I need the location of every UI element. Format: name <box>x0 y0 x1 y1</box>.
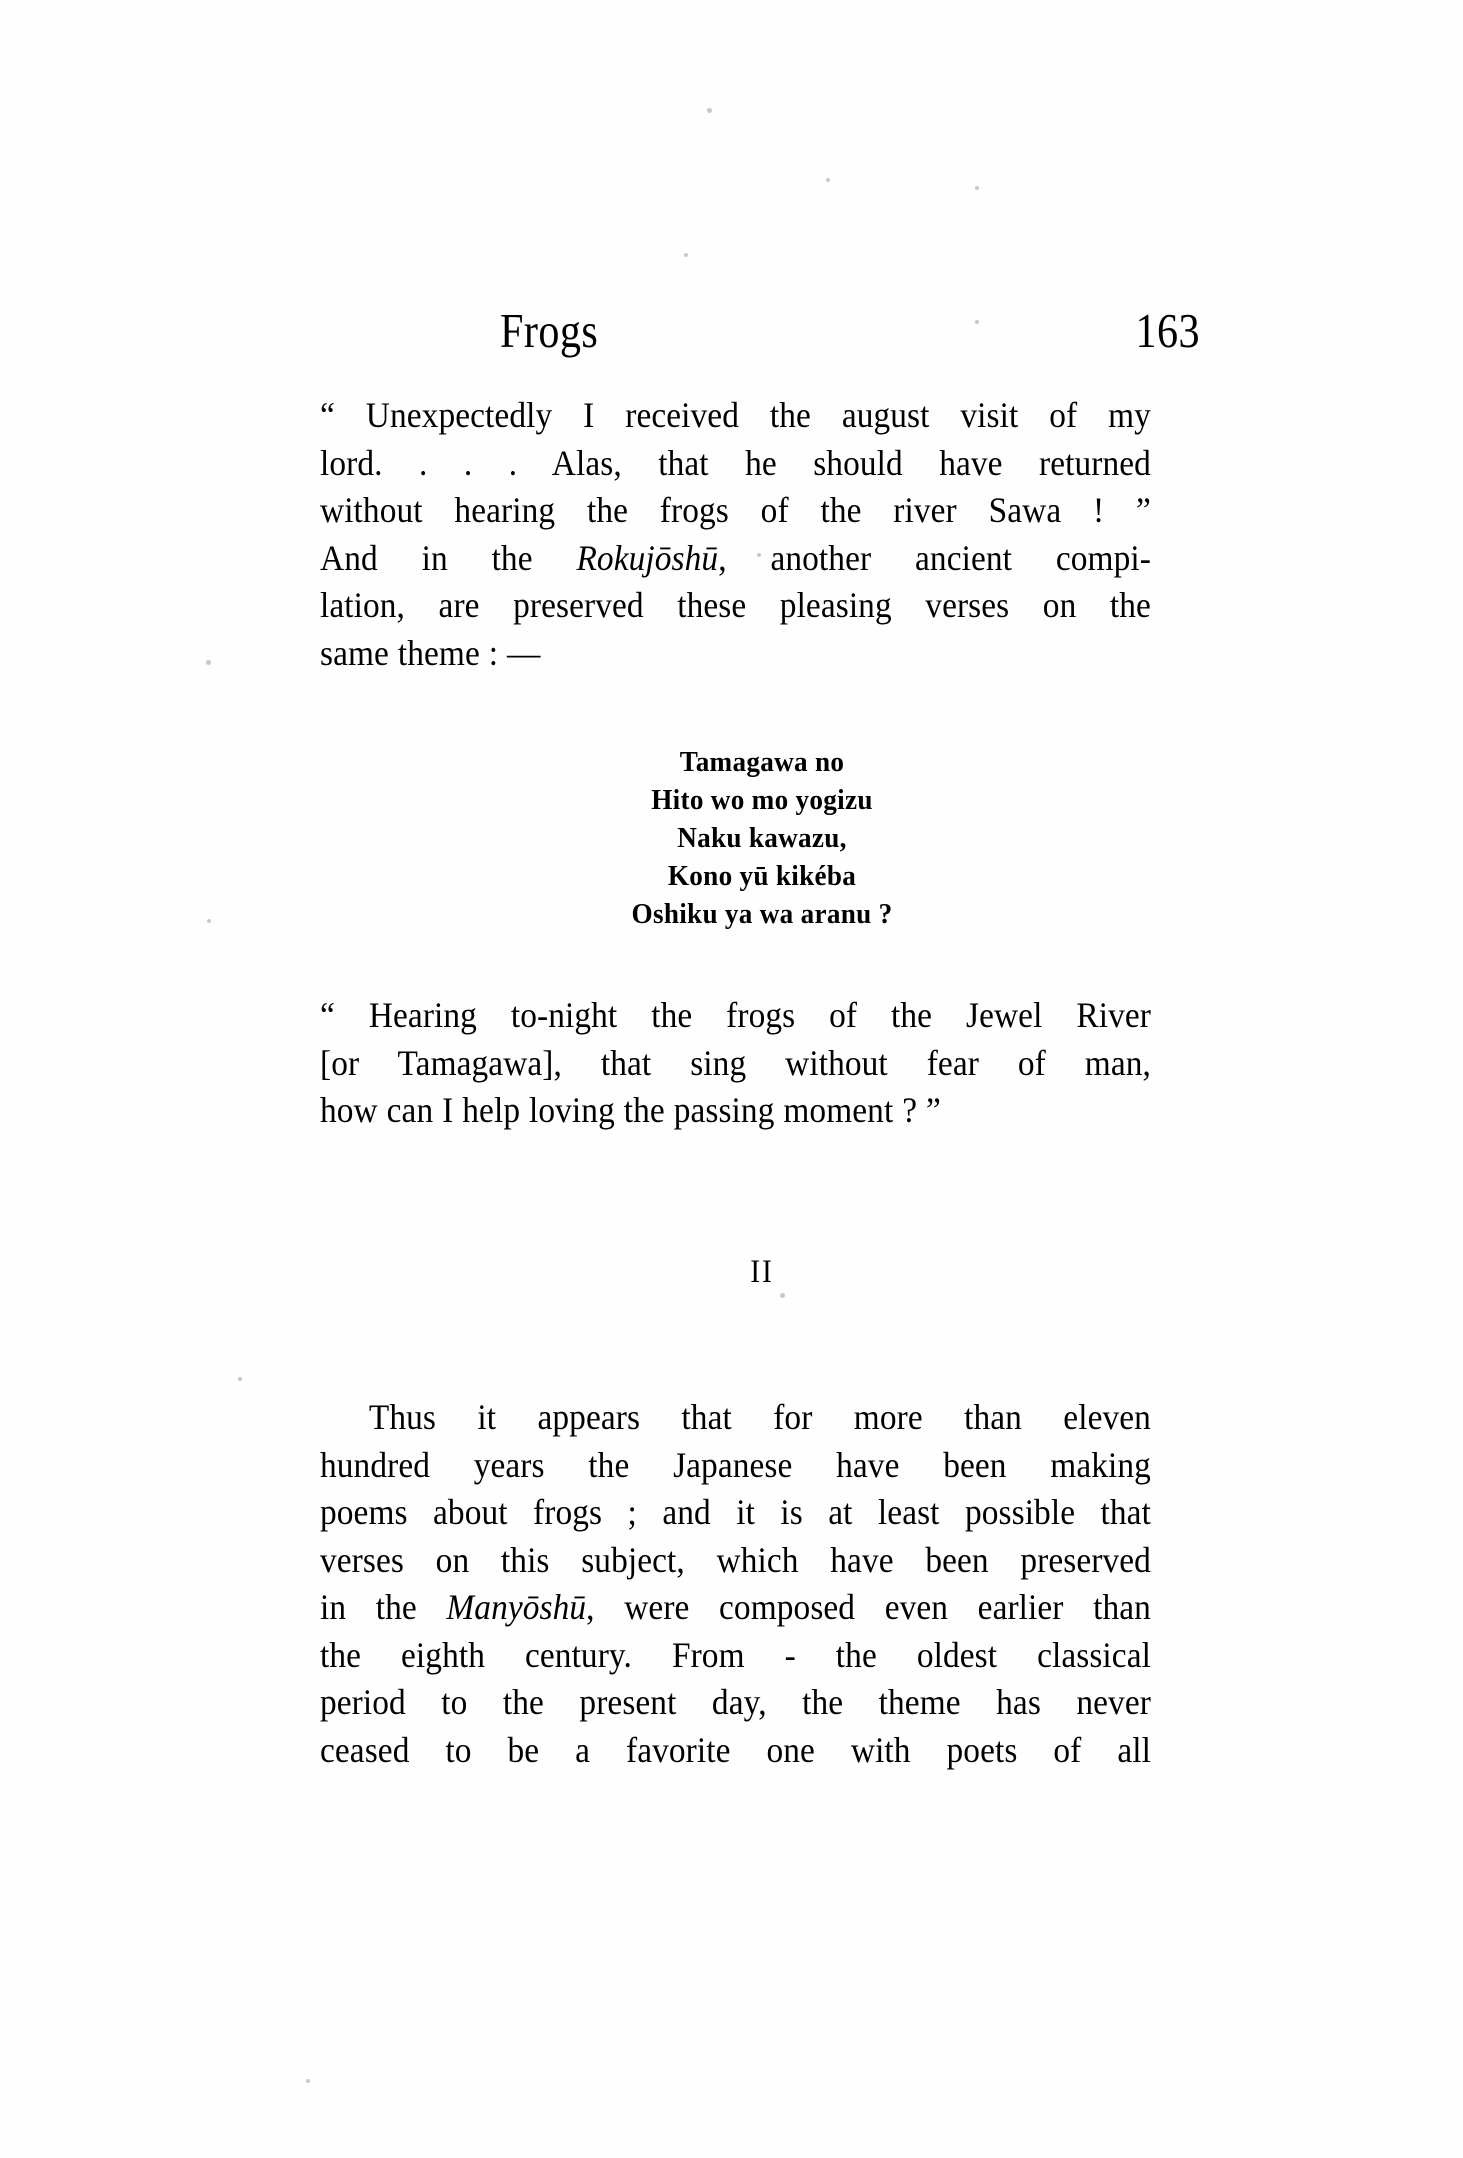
text-line: ceased to be a favorite one with poets of all <box>320 1729 1151 1770</box>
text-line: lation, are preserved these pleasing verses on the <box>320 585 1151 625</box>
running-head <box>320 302 1200 364</box>
paragraph-quote-rokujoshu <box>320 392 1151 677</box>
poem-line: Oshiku ya wa aranu ? <box>631 899 893 930</box>
line-part: Thus it appears that for more than eleven <box>368 1397 1151 1437</box>
text-line: lord. . . . Alas, that he should have returned <box>320 442 1151 483</box>
text-line: without hearing the frogs of the river Sawa ! ” <box>320 490 1151 530</box>
poem-line: Hito wo mo yogizu <box>651 785 873 816</box>
text-line: how can I help loving the passing moment ? ” <box>320 1090 941 1130</box>
text-line: same theme : — <box>320 632 541 673</box>
section-numeral: II <box>750 1254 774 1290</box>
text-line: hundred years the Japanese have been making <box>320 1444 1151 1485</box>
poem-line: Naku kawazu, <box>677 823 847 854</box>
scan-speck <box>207 919 211 923</box>
poem-block <box>320 744 1204 934</box>
text-line: the eighth century. From - the oldest classical <box>320 1634 1151 1675</box>
line-part: , another ancient compi- <box>718 537 1151 578</box>
scan-speck <box>206 660 211 665</box>
poem-line: Tamagawa no <box>679 747 845 778</box>
scan-speck <box>707 108 712 113</box>
page-title: Frogs <box>500 303 599 358</box>
page-number: 163 <box>1135 303 1200 358</box>
paragraph-section-two-body <box>320 1394 1151 1774</box>
text-line: “ Unexpectedly I received the august visit of my <box>320 395 1151 435</box>
text-line-first <box>320 1394 1151 1442</box>
line-part: And in the <box>320 537 577 578</box>
poem-line: Kono yū kikéba <box>667 861 857 892</box>
text-line: [or Tamagawa], that sing without fear of man, <box>320 1042 1151 1083</box>
scan-speck <box>826 178 830 182</box>
text-line-with-italic <box>320 535 1151 583</box>
text-line: verses on this subject, which have been preserved <box>320 1539 1151 1580</box>
scan-speck <box>975 186 979 190</box>
text-block <box>320 392 1204 1770</box>
scan-speck <box>238 1377 242 1381</box>
line-part: , were composed even earlier than <box>586 1587 1151 1627</box>
scan-speck <box>684 253 688 257</box>
text-line: “ Hearing to-night the frogs of the Jewel River <box>320 995 1151 1035</box>
line-part: in the <box>320 1587 447 1627</box>
scan-speck <box>780 1293 785 1298</box>
text-line: poems about frogs ; and it is at least possible that <box>320 1492 1151 1532</box>
italic-title-manyoshu: Manyōshū <box>446 1587 587 1627</box>
italic-title-rokujoshu: Rokujōshū <box>576 537 719 578</box>
text-line: period to the present day, the theme has never <box>320 1682 1151 1722</box>
text-line-with-italic <box>320 1584 1151 1632</box>
paragraph-translation <box>320 992 1151 1135</box>
scan-speck <box>306 2079 310 2083</box>
